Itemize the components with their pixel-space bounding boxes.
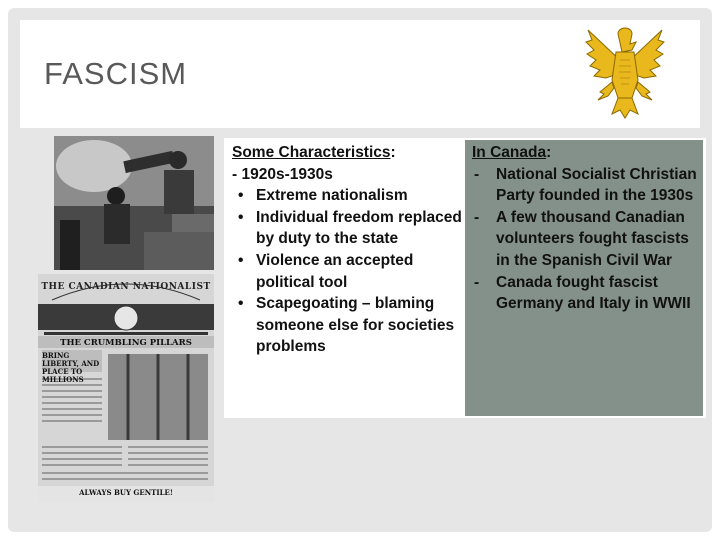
characteristic-item <box>232 185 464 207</box>
characteristic-text: Extreme nationalism <box>256 187 408 205</box>
slide-title: FASCISM <box>44 56 188 91</box>
characteristic-item <box>232 207 464 250</box>
canada-text: A few thousand Canadian volunteers fought fascists in the Spanish Civil War <box>496 208 689 269</box>
characteristics-heading-colon: : <box>390 144 396 161</box>
historical-photo <box>54 136 214 270</box>
newspaper-headline-1: THE CRUMBLING PILLARS <box>60 338 192 348</box>
canada-heading: In Canada <box>472 144 547 161</box>
characteristic-text: Scapegoating – blaming someone else for societies problems <box>256 295 455 356</box>
canada-text: Canada fought fascist Germany and Italy in WWII <box>496 273 691 313</box>
characteristic-text: - 1920s-1930s <box>232 165 333 183</box>
bullet-marker: • <box>238 187 244 205</box>
characteristic-text: Violence an accepted political tool <box>256 251 414 291</box>
newspaper-footer: ALWAYS BUY GENTILE! <box>79 488 173 497</box>
characteristics-heading: Some Characteristics <box>232 144 391 161</box>
dash-marker: - <box>474 273 480 291</box>
canada-text: National Socialist Christian Party founded in the 1930s <box>496 165 697 205</box>
canada-heading-colon: : <box>546 144 552 161</box>
canada-column <box>472 142 700 315</box>
characteristic-item <box>232 250 464 293</box>
bullet-marker: • <box>238 251 244 269</box>
newspaper-masthead: THE CANADIAN NATIONALIST <box>41 282 211 292</box>
canada-item <box>472 164 700 207</box>
characteristic-text: Individual freedom replaced by duty to the state <box>256 208 462 248</box>
characteristics-column <box>232 142 464 358</box>
bullet-marker: • <box>238 295 244 313</box>
characteristics-heading-row <box>232 142 464 164</box>
canada-item <box>472 207 700 272</box>
eagle-emblem-icon <box>582 22 668 122</box>
newspaper-image <box>38 274 214 502</box>
characteristic-item <box>232 293 464 358</box>
dash-marker: - <box>474 208 480 226</box>
canada-heading-row <box>472 142 700 164</box>
newspaper-headline-2: BRING LIBERTY, AND PLACE TO MILLIONS <box>42 351 100 384</box>
bullet-marker: • <box>238 208 244 226</box>
canada-item <box>472 272 700 315</box>
characteristic-item <box>232 164 464 186</box>
dash-marker: - <box>474 165 480 183</box>
